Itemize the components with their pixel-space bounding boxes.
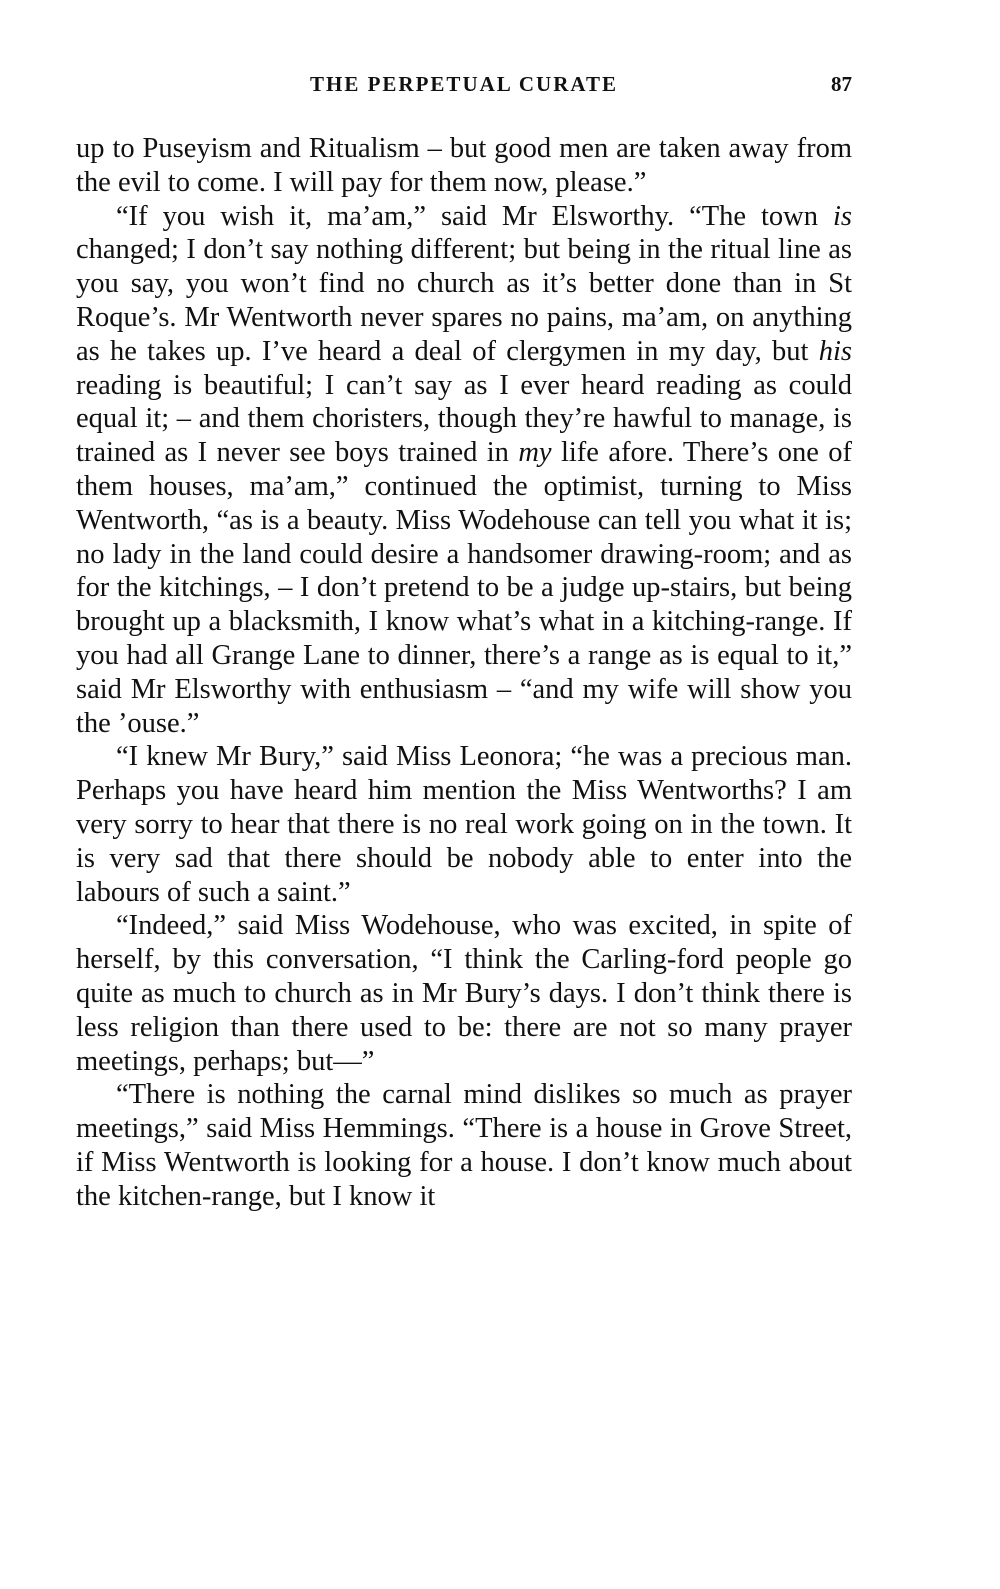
page-header (76, 72, 852, 106)
paragraph-text: “Indeed,” said Miss Wodehouse, who was excited, in spite of herself, by this conversation, “I think the Carling-ford people go quite as much to church as in Mr Bury’s days. I don’t think there is less religion than there used to be: there are not so many prayer meetings, perhaps; but—” (76, 910, 852, 1077)
running-title: THE PERPETUAL CURATE (310, 72, 618, 96)
paragraph-text: “If you wish it, ma’am,” said Mr Elsworthy. “The town (116, 200, 833, 232)
emphasis-text: his (818, 335, 852, 367)
page-number: 87 (831, 72, 852, 96)
emphasis-text: my (518, 437, 552, 469)
paragraph (76, 200, 852, 741)
emphasis-text: is (832, 200, 852, 232)
paragraph-text: reading is beautiful; I can’t say as I ever heard reading as could equal it; – and them choristers, though they’re hawful to manage, is trained as I never see boys trained in (76, 369, 852, 469)
paragraph (76, 132, 852, 200)
body-text (76, 132, 852, 1214)
paragraph (76, 909, 852, 1078)
paragraph (76, 1078, 852, 1213)
paragraph-text: “I knew Mr Bury,” said Miss Leonora; “he was a precious man. Perhaps you have heard him mention the Miss Wentworths? I am very sorry to hear that there is no real work going on in the town. It is very sad that there should be nobody able to enter into the labours of such a saint.” (76, 741, 852, 908)
paragraph-text: up to Puseyism and Ritualism – but good men are taken away from the evil to come. I will pay for them now, please.” (76, 133, 852, 198)
paragraph (76, 740, 852, 909)
paragraph-text: life afore. There’s one of them houses, ma’am,” continued the optimist, turning to Miss Wentworth, “as is a beauty. Miss Wodehouse can tell you what it is; no lady in the land could desire a handsomer drawing-room; and as for the kitchings, – I don’t pretend to be a judge up-stairs, but being brought up a blacksmith, I know what’s what in a kitching-range. If you had all Grange Lane to dinner, there’s a range as is equal to it,” said Mr Elsworthy with enthusiasm – “and my wife will show you the ’ouse.” (76, 437, 852, 739)
paragraph-text: changed; I don’t say nothing different; but being in the ritual line as you say, you won’t find no church as it’s better done than in St Roque’s. Mr Wentworth never spares no pains, ma’am, on anything as he takes up. I’ve heard a deal of clergymen in my day, but (76, 234, 852, 367)
paragraph-text: “There is nothing the carnal mind dislikes so much as prayer meetings,” said Miss Hemmings. “There is a house in Grove Street, if Miss Wentworth is looking for a house. I don’t know much about the kitchen-range, but I know it (76, 1079, 852, 1212)
